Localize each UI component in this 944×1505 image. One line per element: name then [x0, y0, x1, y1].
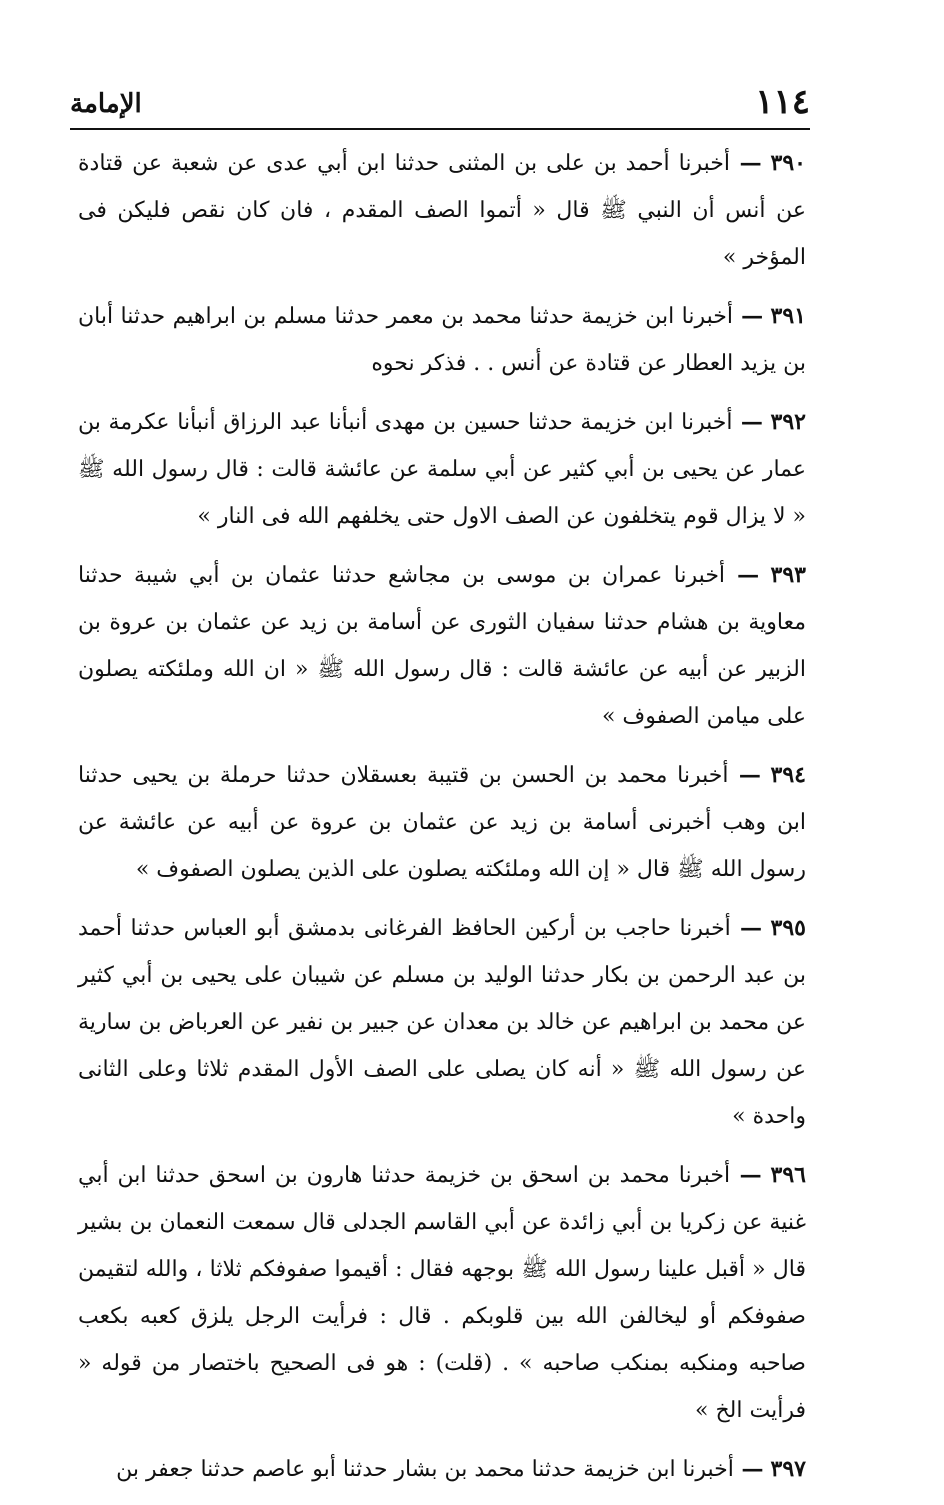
- entry-text: أخبرنا ابن خزيمة حدثنا محمد بن معمر حدثنا مسلم بن ابراهيم حدثنا أبان بن يزيد العطار عن قتادة عن أنس . . فذكر نحوه: [78, 304, 806, 376]
- entry-dash: —: [732, 303, 764, 329]
- entry-dash: —: [733, 1456, 764, 1482]
- page-number: ١١٤: [755, 82, 810, 122]
- hadith-entry: [78, 752, 806, 893]
- header-rule: [70, 128, 810, 130]
- entry-text: أخبرنا عمران بن موسى بن مجاشع حدثنا عثمان بن أبي شيبة حدثنا معاوية بن هشام حدثنا سفيان الثورى عن أسامة بن زيد عن عثمان بن عروة بن الزبير عن أبيه عن عائشة قالت : قال رسول الله ﷺ « ان الله وملئكته يصلون على ميامن الصفوف »: [78, 563, 806, 729]
- page-header: [70, 78, 810, 128]
- entry-number: ٣٩٠: [770, 150, 806, 176]
- entry-dash: —: [725, 562, 760, 588]
- entry-text: أخبرنا حاجب بن أركين الحافظ الفرغانى بدمشق أبو العباس حدثنا أحمد بن عبد الرحمن بن بكار حدثنا الوليد بن مسلم عن شيبان على يحيى بن أبي كثير عن محمد بن ابراهيم عن خالد بن معدان عن جبير بن نفير عن العرباض بن سارية عن رسول الله ﷺ « أنه كان يصلى على الصف الأول المقدم ثلاثا وعلى الثانى واحدة »: [78, 916, 807, 1129]
- entry-text: أخبرنا ابن خزيمة حدثنا حسين بن مهدى أنبأنا عبد الرزاق أنبأنا عكرمة بن عمار عن يحيى بن أبي كثير عن أبي سلمة عن عائشة قالت : قال رسول الله ﷺ « لا يزال قوم يتخلفون عن الصف الاول حتى يخلفهم الله فى النار »: [78, 410, 806, 529]
- hadith-entry: [78, 1446, 806, 1493]
- entry-number: ٣٩١: [770, 303, 806, 329]
- hadith-entry: [78, 399, 806, 540]
- page-title: الإمامة: [70, 89, 142, 119]
- entry-dash: —: [730, 1162, 762, 1188]
- hadith-entry: [78, 905, 806, 1140]
- entry-number: ٣٩٤: [770, 762, 806, 788]
- entry-number: ٣٩٧: [770, 1456, 806, 1482]
- hadith-entry: [78, 1152, 806, 1434]
- entry-text: أخبرنا محمد بن الحسن بن قتيبة بعسقلان حدثنا حرملة بن يحيى حدثنا ابن وهب أخبرنى أسامة بن زيد عن عثمان بن عروة عن أبيه عن عائشة عن رسول الله ﷺ قال « إن الله وملئكته يصلون على الذين يصلون الصفوف »: [78, 763, 806, 882]
- entry-dash: —: [732, 409, 763, 435]
- entry-number: ٣٩٣: [770, 562, 806, 588]
- hadith-list: [78, 140, 806, 1505]
- entry-text: أخبرنا أحمد بن على بن المثنى حدثنا ابن أبي عدى عن شعبة عن قتادة عن أنس أن النبي ﷺ قال « أتموا الصف المقدم ، فان كان نقص فليكن فى المؤخر »: [78, 151, 806, 270]
- entry-number: ٣٩٦: [770, 1162, 806, 1188]
- hadith-entry: [78, 140, 806, 281]
- entry-dash: —: [730, 915, 762, 941]
- entry-number: ٣٩٢: [770, 409, 806, 435]
- entry-dash: —: [729, 150, 762, 176]
- entry-dash: —: [728, 762, 761, 788]
- entry-text: أخبرنا ابن خزيمة حدثنا محمد بن بشار حدثنا أبو عاصم حدثنا جعفر بن: [116, 1457, 734, 1482]
- entry-number: ٣٩٥: [770, 915, 806, 941]
- hadith-entry: [78, 293, 806, 387]
- entry-text: أخبرنا محمد بن اسحق بن خزيمة حدثنا هارون بن اسحق حدثنا ابن أبي غنية عن زكريا بن أبي زائدة عن أبي القاسم الجدلى قال سمعت النعمان بن بشير قال « أقبل علينا رسول الله ﷺ بوجهه فقال : أقيموا صفوفكم ثلاثا ، والله لتقيمن صفوفكم أو ليخالفن الله بين قلوبكم . قال : فرأيت الرجل يلزق كعبه بكعب صاحبه ومنكبه بمنكب صاحبه » . (قلت) : هو فى الصحيح باختصار من قوله « فرأيت الخ »: [78, 1163, 806, 1423]
- hadith-entry: [78, 552, 806, 740]
